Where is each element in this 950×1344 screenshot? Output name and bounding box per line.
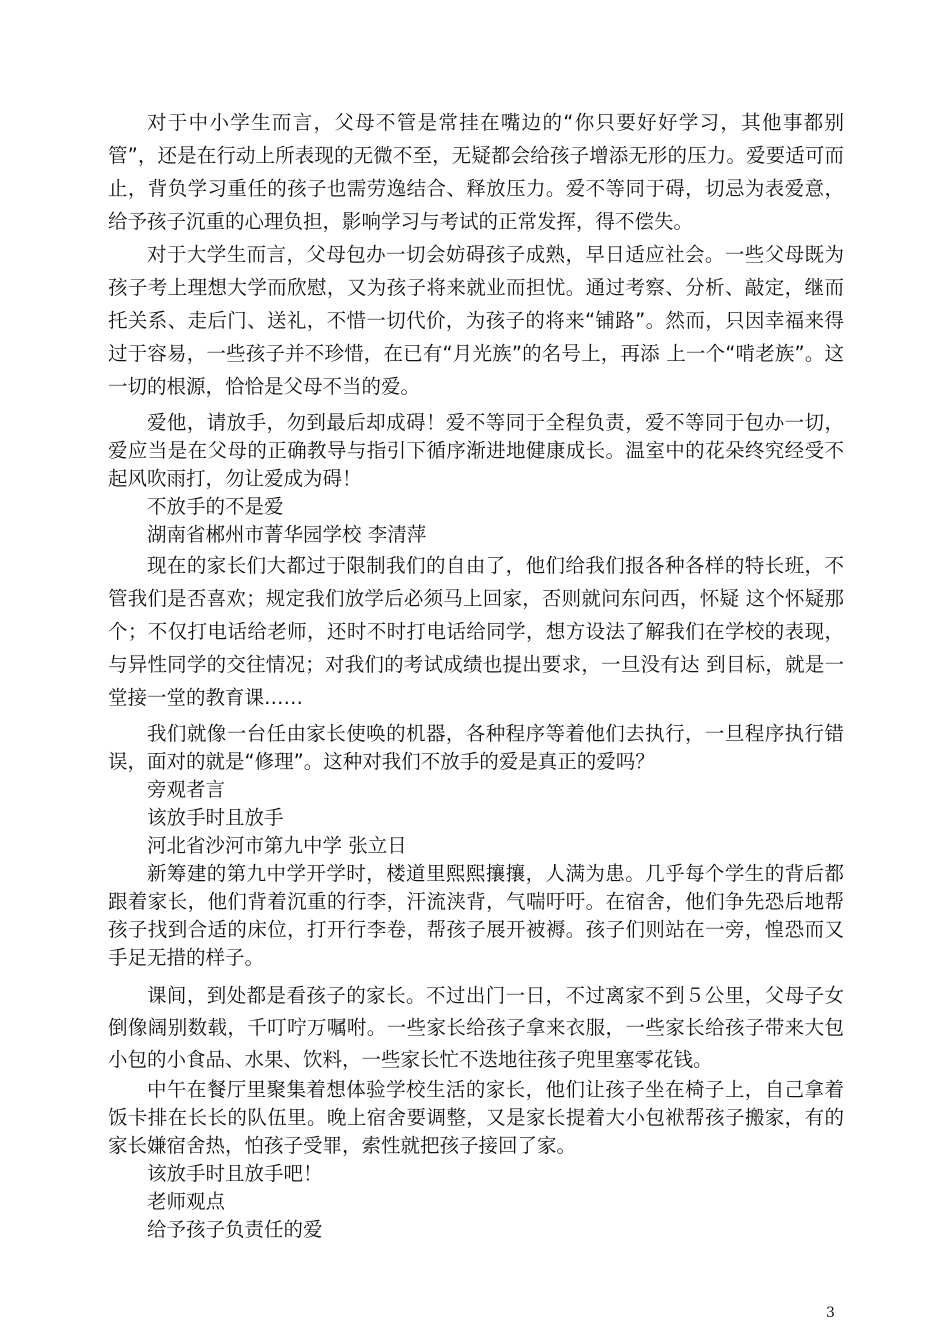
- page-number: 3: [826, 1305, 835, 1321]
- paragraph-8: 中午在餐厅里聚集着想体验学校生活的家长，他们让孩子坐在椅子上，自己拿着饭卡排在长长的队伍里。晚上宿舍要调整，又是家长提着大小包袱帮孩子搬家，有的家长嫌宿舍热，怕孩子受罪，索性就把孩子接回了家。: [108, 1078, 844, 1157]
- closing-line: 该放手时且放手吧！: [147, 1162, 323, 1185]
- paragraph-5: 我们就像一台任由家长使唤的机器，各种程序等着他们去执行，一旦程序执行错误，面对的就是“修理”。这种对我们不放手的爱是真正的爱吗？: [108, 722, 844, 773]
- heading-responsible-love: 给予孩子负责任的爱: [147, 1218, 323, 1241]
- heading-let-go: 该放手时且放手: [147, 806, 284, 829]
- heading-observer: 旁观者言: [147, 778, 226, 801]
- paragraph-7: 课间，到处都是看孩子的家长。不过出门一日，不过离家不到５公里，父母子女倒像阔别数载，千叮咛万嘱咐。一些家长给孩子拿来衣服，一些家长给孩子带来大包小包的小食品、水果、饮料，一些家长忙不迭地往孩子兜里塞零花钱。: [108, 984, 844, 1071]
- document-body: [108, 110, 844, 1244]
- paragraph-4: 现在的家长们大都过于限制我们的自由了，他们给我们报各种各样的特长班，不管我们是否喜欢；规定我们放学后必须马上回家，否则就问东问西，怀疑 这个怀疑那个；不仅打电话给老师，还时不时打电话给同学，想方设法了解我们在学校的表现，与异性同学的交往情况；对我们的考试成绩也提出要求，一旦没有达 到目标，就是一堂接一堂的教育课……: [108, 554, 844, 709]
- author-line-1: 湖南省郴州市菁华园学校 李清萍: [147, 523, 427, 546]
- paragraph-2: 对于大学生而言，父母包办一切会妨碍孩子成熟，早日适应社会。一些父母既为孩子考上理想大学而欣慰，又为孩子将来就业而担忧。通过考察、分析、敲定，继而托关系、走后门、送礼，不惜一切代价，为孩子的将来“铺路”。然而，只因幸福来得过于容易，一些孩子并不珍惜，在已有“月光族”的名号上，再添 上一个“啃老族”。这一切的根源，恰恰是父母不当的爱。: [108, 243, 844, 398]
- paragraph-1: 对于中小学生而言，父母不管是常挂在嘴边的“你只要好好学习，其他事都别管”，还是在行动上所表现的无微不至，无疑都会给孩子增添无形的压力。爱要适可而止，背负学习重任的孩子也需劳逸结合、释放压力。爱不等同于碍，切忌为表爱意，给予孩子沉重的心理负担，影响学习与考试的正常发挥，得不偿失。: [108, 111, 844, 233]
- heading-teacher-view: 老师观点: [147, 1190, 226, 1213]
- author-line-2: 河北省沙河市第九中学 张立日: [147, 834, 407, 857]
- heading-not-letting-go: 不放手的不是爱: [147, 495, 284, 518]
- paragraph-3: 爱他，请放手，勿到最后却成碍！爱不等同于全程负责，爱不等同于包办一切，爱应当是在父母的正确教导与指引下循序渐进地健康成长。温室中的花朵终究经受不起风吹雨打，勿让爱成为碍！: [108, 411, 844, 490]
- paragraph-6: 新筹建的第九中学开学时，楼道里熙熙攘攘，人满为患。几乎每个学生的背后都跟着家长，他们背着沉重的行李，汗流浃背，气喘吁吁。在宿舍，他们争先恐后地帮孩子找到合适的床位，打开行李卷，帮孩子展开被褥。孩子们则站在一旁，惶恐而又手足无措的样子。: [108, 862, 844, 969]
